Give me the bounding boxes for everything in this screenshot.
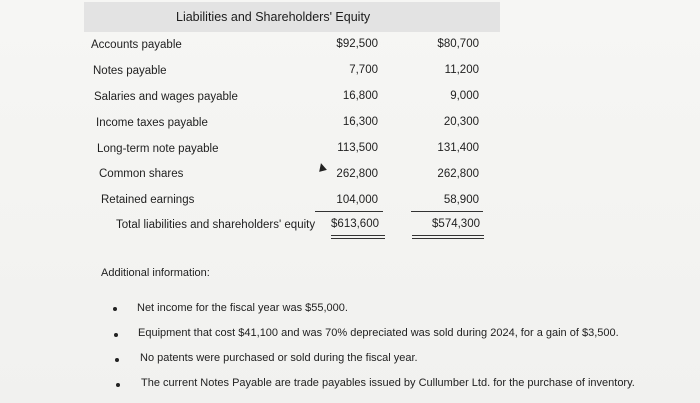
row-label-notes-payable: Notes payable [93,65,167,77]
row-label-common-shares: Common shares [99,168,184,180]
additional-item-1: Net income for the fiscal year was $55,000. [137,302,348,314]
bullet-3 [115,358,119,362]
additional-item-2: Equipment that cost $41,100 and was 70% depreciated was sold during 2024, for a gain of $3,500. [138,327,619,339]
row-value-prior-total: $574,300 [432,218,480,230]
total-double-rule-current-1 [331,235,385,236]
row-value-prior-retained-earnings: 58,900 [443,194,479,206]
row-label-income-taxes-payable: Income taxes payable [96,117,208,129]
row-label-retained-earnings: Retained earnings [101,194,195,206]
row-value-current-salaries-wages: 16,800 [342,90,378,102]
total-double-rule-current-2 [331,238,385,239]
table-title: Liabilities and Shareholders' Equity [176,10,371,24]
row-label-accounts-payable: Accounts payable [91,39,182,51]
row-value-prior-accounts-payable: $80,700 [437,38,479,50]
row-value-prior-income-taxes: 20,300 [443,116,479,128]
subtotal-rule-current [315,211,383,212]
row-label-total-liabilities-equity: Total liabilities and shareholders' equity [116,219,316,231]
row-value-prior-salaries-wages: 9,000 [450,90,479,102]
subtotal-rule-prior [411,211,483,212]
row-value-current-income-taxes: 16,300 [342,116,378,128]
total-double-rule-prior-2 [412,238,484,239]
row-label-long-term-note-payable: Long-term note payable [97,143,219,155]
additional-item-3: No patents were purchased or sold during the fiscal year. [140,352,418,364]
row-label-salaries-wages-payable: Salaries and wages payable [94,91,238,103]
row-value-prior-notes-payable: 11,200 [444,64,479,76]
bullet-4 [116,383,120,387]
row-value-prior-long-term-note: 131,400 [437,142,479,154]
additional-info-heading: Additional information: [101,267,210,279]
row-value-current-accounts-payable: $92,500 [336,38,378,50]
row-value-prior-common-shares: 262,800 [437,168,479,180]
row-value-current-retained-earnings: 104,000 [336,194,378,206]
bullet-2 [114,333,118,337]
row-value-current-notes-payable: 7,700 [349,64,378,76]
additional-item-4: The current Notes Payable are trade payables issued by Cullumber Ltd. for the purchase of inventory. [141,377,635,389]
row-value-current-long-term-note: 113,500 [337,142,378,154]
row-value-current-total: $613,600 [331,218,379,230]
total-double-rule-prior-1 [412,235,484,236]
bullet-1 [113,307,117,311]
row-value-current-common-shares: 262,800 [336,168,378,180]
